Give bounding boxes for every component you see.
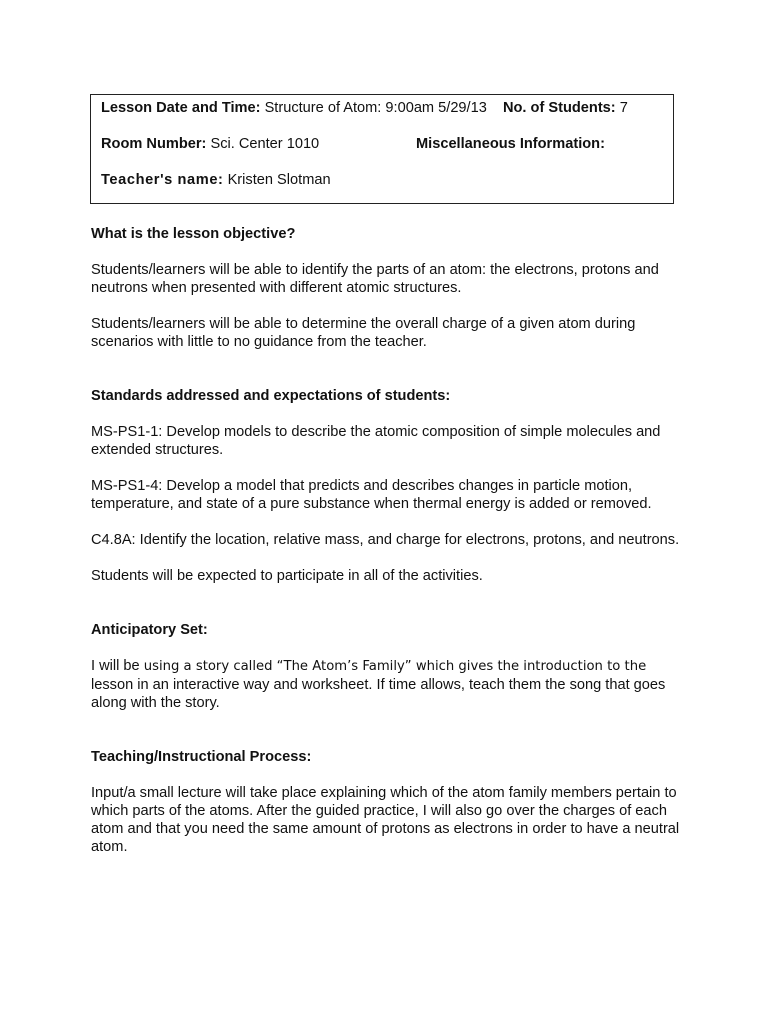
lesson-info-box — [90, 94, 674, 204]
anticipatory-intro: I will be — [91, 658, 140, 674]
students-label: No. of Students: — [502, 100, 616, 116]
standards-heading: Standards addressed and expectations of students: — [91, 388, 451, 404]
teaching-heading: Teaching/Instructional Process: — [91, 749, 312, 765]
anticipatory-rest: lesson in an interactive way and worksheet. If time allows, teach them the song that goes along with the story. — [91, 677, 666, 711]
teacher-line — [101, 171, 331, 189]
room-value: Sci. Center 1010 — [210, 136, 320, 152]
students-value: 7 — [619, 100, 628, 116]
standard-c4-8a: C4.8A: Identify the location, relative mass, and charge for electrons, protons, and neutrons. — [91, 532, 680, 548]
objective-paragraph-2: Students/learners will be able to determine the overall charge of a given atom during scenarios with little to no guidance from the teacher. — [91, 316, 636, 350]
lesson-date-line — [101, 99, 628, 117]
teacher-label: Teacher's name: — [101, 172, 224, 188]
lesson-content — [91, 225, 691, 856]
lesson-date-value: Structure of Atom: 9:00am 5/29/13 — [264, 100, 487, 116]
misc-info-label: Miscellaneous Information: — [416, 136, 605, 152]
standard-ms-ps1-1: MS-PS1-1: Develop models to describe the atomic composition of simple molecules and extended structures. — [91, 424, 661, 458]
expectation-text: Students will be expected to participate in all of the activities. — [91, 568, 483, 584]
teacher-value: Kristen Slotman — [227, 172, 331, 188]
standard-ms-ps1-4: MS-PS1-4: Develop a model that predicts and describes changes in particle motion, temperature, and state of a pure substance when thermal energy is added or removed. — [91, 478, 652, 512]
objective-heading: What is the lesson objective? — [91, 226, 296, 242]
anticipatory-story-text: using a story called “The Atom’s Family” which gives the introduction to the — [143, 659, 647, 674]
teaching-paragraph: Input/a small lecture will take place explaining which of the atom family members pertain to which parts of the atoms. After the guided practice, I will also go over the charges of each atom and that you need the same amount of protons as electrons in order to have a neutral atom. — [91, 785, 680, 855]
anticipatory-heading: Anticipatory Set: — [91, 622, 208, 638]
anticipatory-paragraph — [91, 657, 691, 712]
room-line — [101, 135, 319, 153]
lesson-date-label: Lesson Date and Time: — [101, 100, 261, 116]
objective-paragraph-1: Students/learners will be able to identify the parts of an atom: the electrons, protons and neutrons when presented with different atomic structures. — [91, 262, 659, 296]
room-label: Room Number: — [101, 136, 207, 152]
